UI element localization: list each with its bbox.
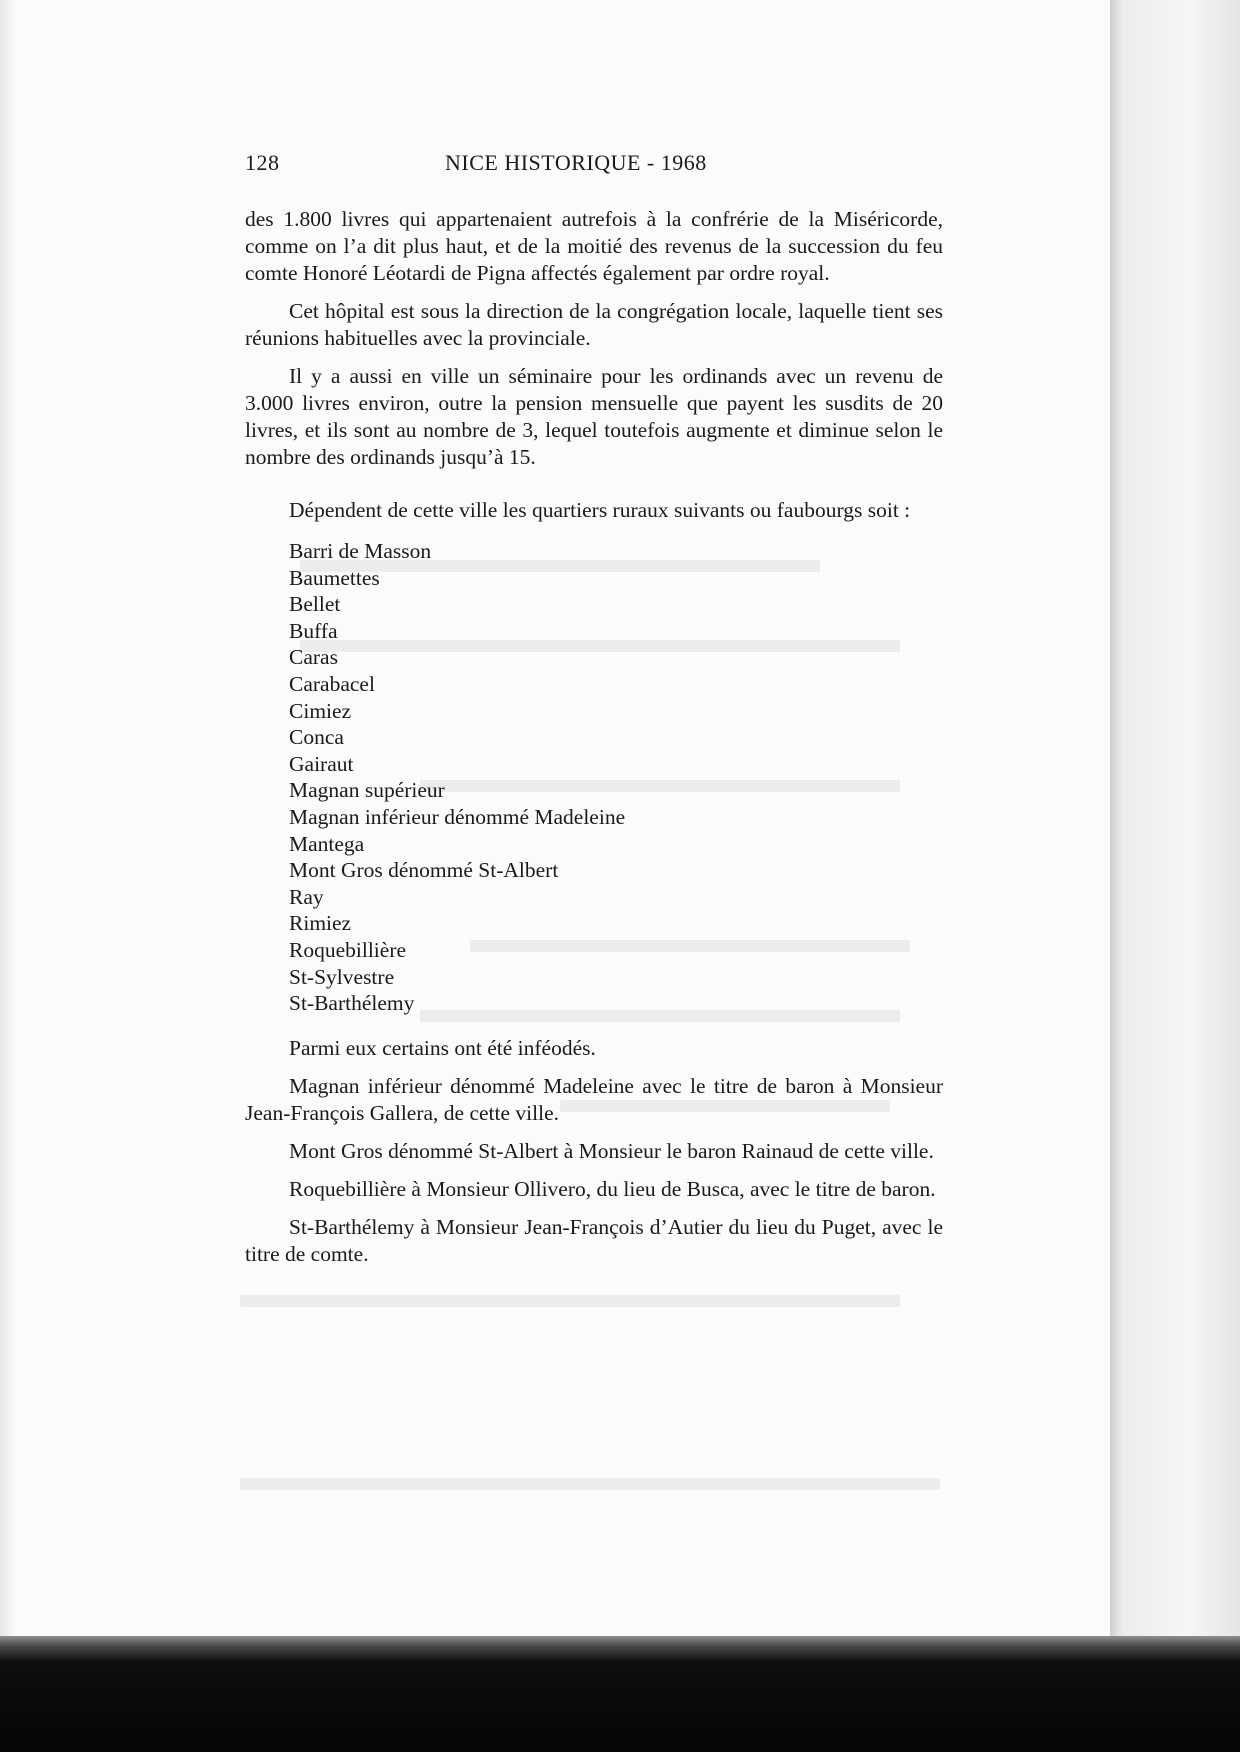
paragraph-quarters-intro: Dépendent de cette ville les quartiers ruraux suivants ou faubourgs soit : [289, 498, 911, 522]
running-head [245, 150, 945, 186]
scan-left-edge [0, 0, 14, 1752]
paragraph-hospital-revenue: des 1.800 livres qui appartenaient autrefois à la confrérie de la Miséricorde, comme on l’a dit plus haut, et de la moitié des revenus de la succession du feu comte Honoré Léotardi de Pigna affectés également par ordre royal. [245, 207, 943, 285]
list-item: Rimiez [289, 911, 352, 936]
scanner-bed-edge [0, 1636, 1240, 1752]
paragraph-hospital-direction: Cet hôpital est sous la direction de la congrégation locale, laquelle tient ses réunions habituelles avec la provinciale. [245, 299, 943, 350]
paragraph-infeudated: Parmi eux certains ont été inféodés. [289, 1035, 596, 1060]
list-item: Magnan supérieur [289, 778, 445, 803]
page-number: 128 [245, 150, 280, 175]
list-item: Carabacel [289, 671, 375, 696]
list-item: Buffa [289, 618, 338, 643]
list-item: Magnan inférieur dénommé Madeleine [289, 804, 626, 829]
paragraph-mont-gros: Mont Gros dénommé St-Albert à Monsieur le baron Rainaud de cette ville. [289, 1138, 934, 1163]
list-item: Cimiez [289, 698, 352, 723]
list-item: Conca [289, 725, 344, 750]
quarters-list [289, 538, 943, 1017]
paragraph-st-barthelemy: St-Barthélemy à Monsieur Jean-François d’Autier du lieu du Puget, avec le titre de comte. [245, 1214, 943, 1266]
list-item: Mont Gros dénommé St-Albert [289, 858, 559, 883]
paragraph-roquebilliere: Roquebillière à Monsieur Ollivero, du lieu de Busca, avec le titre de baron. [289, 1176, 936, 1201]
list-item: Bellet [289, 592, 341, 617]
list-item: Gairaut [289, 751, 354, 776]
list-item: Mantega [289, 831, 365, 856]
facing-page-edge [1110, 0, 1240, 1752]
list-item: St-Sylvestre [289, 964, 395, 989]
list-item: Roquebillière [289, 937, 407, 962]
paragraph-seminary: Il y a aussi en ville un séminaire pour les ordinands avec un revenu de 3.000 livres environ, outre la pension mensuelle que payent les susdits de 20 livres, et ils sont au nombre de 3, lequel toutefois augmente et diminue selon le nombre des ordinands jusqu’à 15. [245, 364, 943, 469]
list-item: St-Barthélemy [289, 991, 415, 1016]
list-item: Baumettes [289, 565, 380, 590]
journal-title: NICE HISTORIQUE - 1968 [445, 150, 707, 175]
list-item: Caras [289, 645, 338, 670]
list-item: Ray [289, 884, 324, 909]
list-item: Barri de Masson [289, 539, 432, 563]
page-text [245, 206, 943, 1279]
paragraph-magnan: Magnan inférieur dénommé Madeleine avec le titre de baron à Monsieur Jean-François Gallera, de cette ville. [245, 1073, 943, 1125]
